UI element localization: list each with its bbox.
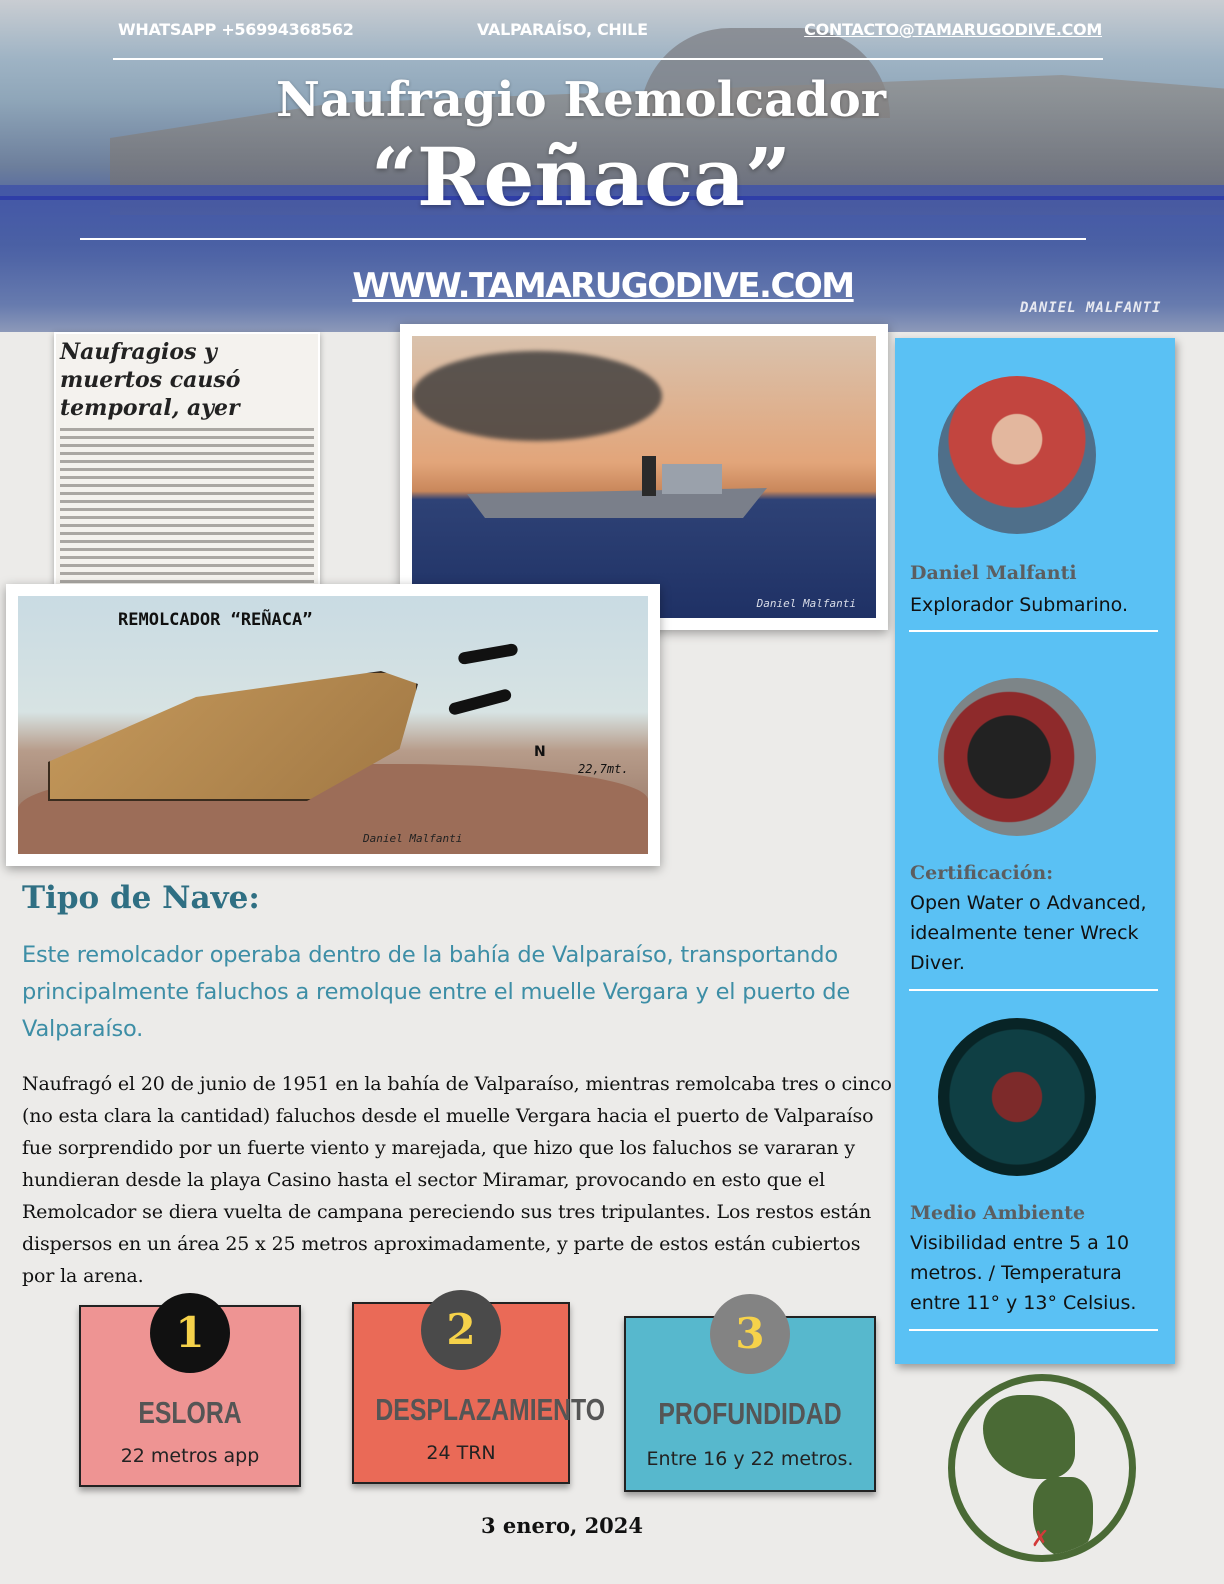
info-sidebar [895, 338, 1175, 1364]
underwater-photo [938, 1018, 1096, 1176]
diver-figure [448, 688, 513, 716]
header-divider-bottom [80, 238, 1086, 240]
sidebar-divider [909, 630, 1158, 632]
north-america-shape [983, 1395, 1075, 1479]
page-title-line-2: “Reñaca” [371, 130, 791, 224]
sidebar-divider [909, 1329, 1158, 1331]
stat-value: 24 TRN [426, 1442, 496, 1464]
stat-card-eslora [79, 1305, 301, 1487]
section-title: Tipo de Nave: [22, 880, 260, 916]
header-banner [0, 0, 1224, 332]
newspaper-clipping [54, 332, 320, 586]
certification-title: Certificación: [910, 862, 1054, 884]
stat-number-badge: 3 [710, 1294, 790, 1374]
sketch-signature: Daniel Malfanti [363, 832, 463, 845]
email-link[interactable]: CONTACTO@TAMARUGODIVE.COM [804, 20, 1102, 39]
location-marker-icon: ✗ [1031, 1527, 1050, 1552]
stat-card-desplazamiento [352, 1302, 606, 1484]
stat-value: Entre 16 y 22 metros. [646, 1448, 854, 1470]
certification-text: Open Water o Advanced, idealmente tener Wreck Diver. [910, 892, 1147, 974]
profile-photo [938, 376, 1096, 534]
header-divider-top [113, 58, 1103, 60]
tugboat-hull [467, 488, 767, 518]
environment-title: Medio Ambiente [910, 1202, 1086, 1224]
painting-canvas [412, 336, 876, 618]
section-lede: Este remolcador operaba dentro de la bahía de Valparaíso, transportando principalmente faluchos a remolque entre el muelle Vergara y el puerto de Valparaíso. [22, 942, 850, 1042]
stat-label: ESLORA [138, 1395, 242, 1430]
painting-signature: Daniel Malfanti [756, 597, 856, 610]
whatsapp-link[interactable]: WHATSAPP +56994368562 [118, 20, 354, 39]
website-link[interactable]: WWW.TAMARUGODIVE.COM [352, 266, 854, 306]
stat-label: DESPLAZAMIENTO [375, 1392, 606, 1427]
stat-label: PROFUNDIDAD [658, 1396, 842, 1431]
section-body: Naufragó el 20 de junio de 1951 en la bahía de Valparaíso, mientras remolcaba tres o cinco (no esta clara la cantidad) faluchos desde el muelle Vergara hacia el puerto de Valparaíso fue sorprendido por un fuerte viento y marejada, que hizo que los faluchos se vararan y hundieran desde la playa Casino hasta el sector Miramar, provocando en esto que el Remolcador se diera vuelta de campana pereciendo sus tres tripulantes. Los restos están dispersos en un área 25 x 25 metros aproximadamente, y parte de estos están cubiertos por la arena. [22, 1073, 892, 1287]
north-arrow-icon: N [534, 744, 546, 760]
sketch-label: REMOLCADOR “REÑACA” [118, 610, 313, 630]
newspaper-text-lines [60, 428, 314, 586]
sketch-canvas [18, 596, 648, 854]
stat-number-badge: 2 [421, 1290, 501, 1370]
banner-signature: DANIEL MALFANTI [1020, 300, 1162, 316]
wreck-sketch [6, 584, 660, 866]
profile-role: Explorador Submarino. [910, 594, 1128, 616]
globe-icon [948, 1374, 1136, 1562]
profile-name: Daniel Malfanti [910, 562, 1077, 584]
location-text: VALPARAÍSO, CHILE [477, 20, 648, 39]
page-title-line-1: Naufragio Remolcador [275, 72, 887, 128]
tugboat-cabin [662, 464, 722, 494]
newspaper-headline: Naufragios y muertos causó temporal, ayer [60, 339, 241, 421]
environment-text: Visibilidad entre 5 a 10 metros. / Temperatura entre 11° y 13° Celsius. [910, 1232, 1137, 1314]
sidebar-divider [909, 989, 1158, 991]
stat-number-badge: 1 [150, 1293, 230, 1373]
stat-card-profundidad [624, 1309, 876, 1492]
smoke-plume [412, 351, 662, 441]
tugboat-funnel [642, 456, 656, 496]
stat-value: 22 metros app [120, 1445, 260, 1467]
sketch-depth: 22,7mt. [578, 762, 629, 776]
contact-bar [115, 20, 1105, 46]
equipment-photo [938, 678, 1096, 836]
publish-date: 3 enero, 2024 [480, 1513, 644, 1538]
diver-figure [457, 643, 518, 665]
